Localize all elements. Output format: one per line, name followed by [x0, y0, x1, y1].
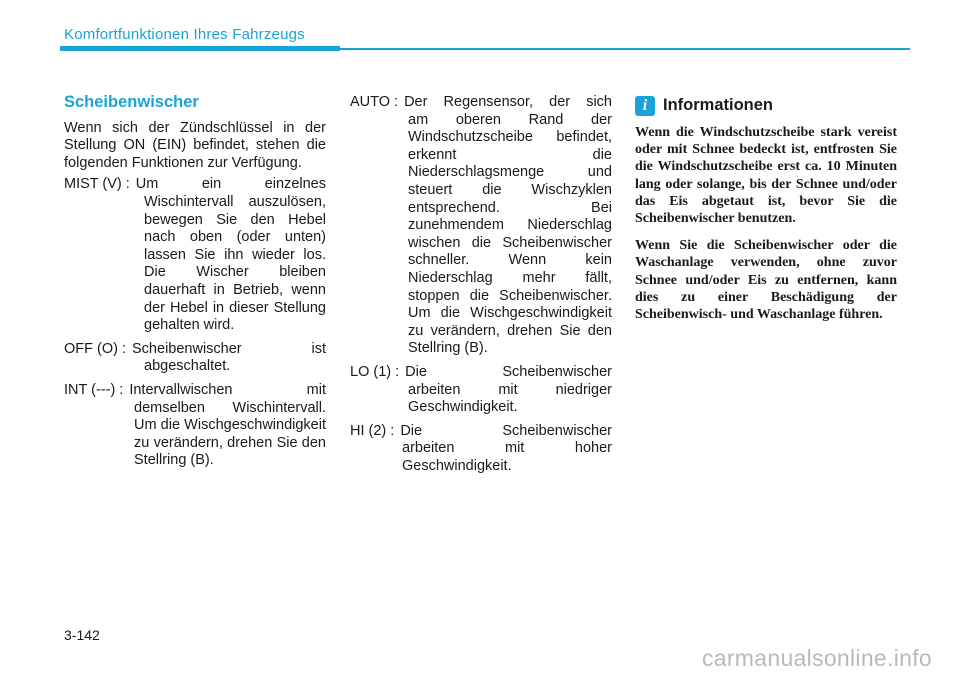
mode-desc-rest: arbeiten mit hoher Geschwindigkeit.: [402, 440, 612, 474]
mode-desc-first: Intervallwischen mit: [129, 381, 326, 398]
mode-term: OFF (O) :: [64, 340, 127, 357]
info-header: [635, 96, 897, 116]
mode-desc-rest: demselben Wischintervall. Um die Wischgeschwindigkeit zu verändern, drehen Sie den Stellring (B).: [134, 399, 326, 469]
mode-desc-rest: abgeschaltet.: [144, 358, 231, 375]
mode-desc-rest: am oberen Rand der Windschutzscheibe befindet, erkennt die Niederschlagsmenge und steuert die Wischzyklen entsprechend. Bei zunehmendem Niederschlag wischen die Scheibenwischer schneller. Wenn kein Niederschlag mehr fällt, stoppen die Scheibenwischer. Um die Wischgeschwindigkeit zu verändern, drehen Sie den Stellring (B).: [408, 111, 612, 357]
mode-desc-first: Um ein einzelnes: [135, 176, 326, 193]
header-bar-thick: [60, 46, 340, 51]
mode-term: LO (1) :: [350, 363, 400, 380]
page-number: 3-142: [64, 627, 100, 643]
header-bar-thin: [340, 48, 910, 50]
mode-hi: [350, 423, 612, 476]
mode-desc-rest: Wischintervall auszulösen, bewegen Sie den Hebel nach oben (oder unten) lassen Sie ihn wieder los. Die Wischer bleiben dauerhaft in Betrieb, wenn der Hebel in dieser Stellung gehalten wird.: [144, 193, 326, 334]
info-title: Informationen: [663, 96, 773, 115]
mode-desc-first: Scheibenwischer ist: [132, 340, 326, 357]
mode-desc-first: Die Scheibenwischer: [400, 422, 612, 439]
mode-desc-first: Der Regensensor, der sich: [404, 94, 612, 110]
watermark: carmanualsonline.info: [701, 645, 932, 671]
column-left: [64, 90, 326, 476]
mode-term: MIST (V) :: [64, 176, 130, 193]
mode-mist: [64, 176, 326, 334]
mode-auto: [350, 94, 612, 358]
header-section-title: Komfortfunktionen Ihres Fahrzeugs: [64, 26, 305, 43]
mode-term: AUTO :: [350, 94, 399, 110]
mode-off: [64, 341, 326, 376]
mode-desc-first: Die Scheibenwischer: [405, 363, 612, 380]
mode-term: HI (2) :: [350, 422, 395, 439]
mode-desc-rest: arbeiten mit niedriger Geschwindigkeit.: [408, 381, 612, 416]
mode-term: INT (---) :: [64, 381, 124, 398]
column-middle: [350, 94, 612, 481]
info-paragraph: Wenn Sie die Scheibenwischer oder die Waschanlage verwenden, ohne zuvor Schnee und/oder Eis zu entfernen, kann dies zu einer Beschädigung der Scheibenwisch- und Waschanlage führen.: [635, 238, 897, 323]
column-info: [635, 96, 897, 333]
mode-lo: [350, 364, 612, 417]
info-paragraph: Wenn die Windschutzscheibe stark vereist oder mit Schnee bedeckt ist, entfrosten Sie die Windschutzscheibe erst ca. 10 Minuten lang oder solange, bis der Schnee und/oder das Eis abgetaut ist, bevor Sie die Scheibenwischer benutzen.: [635, 125, 897, 227]
intro-paragraph: Wenn sich der Zündschlüssel in der Stellung ON (EIN) befindet, stehen die folgenden Funktionen zur Verfügung.: [64, 119, 326, 171]
mode-int: [64, 382, 326, 470]
section-title: Scheibenwischer: [64, 93, 199, 111]
info-icon: i: [635, 96, 655, 116]
